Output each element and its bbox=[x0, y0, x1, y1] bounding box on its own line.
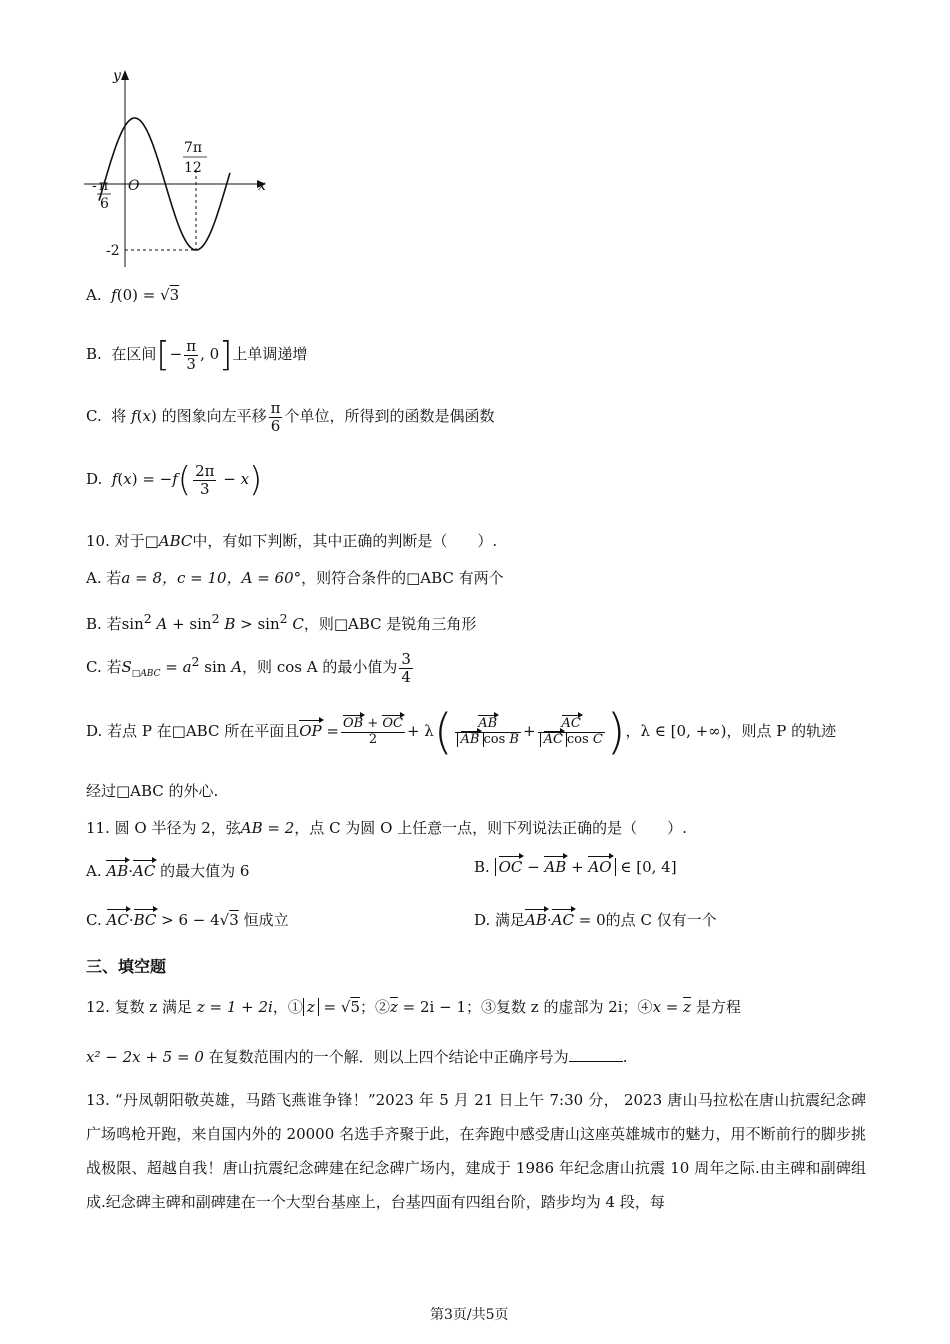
option-text-end: 个单位，所得到的函数是偶函数 bbox=[284, 407, 495, 425]
y-axis-arrow-icon bbox=[121, 70, 129, 80]
q10-option-b: B. 若$\sin^2 A + \sin^2 B > \sin^2 C$，则□ABC 是锐角三角形 bbox=[86, 611, 477, 633]
q10-option-a: A. 若a = 8，c = 10，A = 60°，则符合条件的□ABC 有两个 bbox=[86, 569, 504, 587]
option-text: 在区间 bbox=[111, 345, 157, 363]
option-label: D. bbox=[86, 470, 103, 488]
option-label: C. bbox=[86, 407, 102, 425]
q10-option-d-continued: 经过□ABC 的外心. bbox=[86, 782, 219, 800]
x-axis-label: x bbox=[258, 178, 266, 194]
min-x-num: 7π bbox=[184, 140, 203, 156]
answer-blank bbox=[569, 1049, 623, 1062]
origin-label: O bbox=[128, 178, 140, 194]
q9-option-d: D. f(x) = −f( $\frac{2\pi}{3}$ − x) bbox=[86, 460, 263, 500]
q10-stem: 10. 对于□ABC中，有如下判断，其中正确的判断是（ ）. bbox=[86, 532, 498, 550]
section-heading: 三、填空题 bbox=[86, 957, 167, 976]
page-footer: 第3页/共5页 bbox=[430, 1307, 509, 1323]
q9-option-a: A. f(0) = √3 bbox=[86, 286, 180, 304]
y-axis-label: y bbox=[113, 68, 121, 84]
left-zero-num: π bbox=[99, 178, 109, 194]
q13-paragraph: 13. “丹凤朝阳敬英雄，马踏飞燕谁争锋！”2023 年 5 月 21 日上午 7:30 分， 2023 唐山马拉松在唐山抗震纪念碑广场鸣枪开跑，来自国内外的 20000 名选手齐聚于此，在奔跑中感受唐山这座英雄城市的魅力，用不断前行的脚步挑战极限、超越自我！唐山抗震纪念碑建在纪念碑广场内，建成于 1986 年纪念唐山抗震 10 周年之际.由主碑和副碑组成.纪念碑主碑和副碑建在一个大型台基座上，台基四面有四组台阶，踏步均为 4 段，每 bbox=[86, 1091, 866, 1211]
option-text: 将 bbox=[111, 407, 127, 425]
option-label: B. bbox=[86, 345, 102, 363]
left-zero-sign: - bbox=[92, 178, 97, 194]
q10-option-d: D. 若点 P 在□ABC 所在平面且OP = $\frac{OB + OC}{2}$ + λ( $\frac{AB}{\text{AB cos B}}$ + $\frac{AC}{\text{AC cos C}}$ )，λ ∈ [0, +∞)，则点 P 的轨迹 bbox=[86, 704, 837, 760]
q9-option-c: C. 将 f(x) 的图象向左平移 $\frac{\pi}{6}$ 个单位，所得到的函数是偶函数 bbox=[86, 399, 495, 435]
q12-line-1: 12. 复数 z 满足 z = 1 + 2i，① z = √5；$②\overline{z} = 2i - 1$；③复数 z 的虚部为 2i；④x = $\overline{z}$ 是方程 bbox=[86, 998, 741, 1016]
option-label: A. bbox=[86, 286, 102, 304]
q12-line-2: x² − 2x + 5 = 0 在复数范围内的一个解．则以上四个结论中正确序号为 . bbox=[86, 1048, 628, 1066]
function-graph bbox=[80, 62, 280, 272]
option-text-mid: 的图象向左平移 bbox=[161, 407, 267, 425]
q9-option-b: B. 在区间[− $\frac{\pi}{3}$ , 0]上单调递增 bbox=[86, 335, 308, 375]
left-zero-den: 6 bbox=[100, 196, 109, 212]
q11-option-a: A. AB·AC 的最大值为 6 bbox=[86, 862, 250, 880]
min-x-den: 12 bbox=[184, 160, 202, 176]
q11-option-b: B. OC − AB + AO ∈ [0, 4] bbox=[474, 858, 677, 876]
min-y-label: -2 bbox=[106, 243, 120, 259]
option-text-end: 上单调递增 bbox=[232, 345, 308, 363]
q10-option-c: C. 若$S_{□ABC} = a^2$ sin A，则 cos A 的最小值为 $\frac{3}{4}$ bbox=[86, 650, 411, 686]
q11-stem: 11. 圆 O 半径为 2，弦AB = 2，点 C 为圆 O 上任意一点，则下列说法正确的是（ ）. bbox=[86, 819, 687, 837]
q11-option-c: C. AC·BC > 6 − 4√3 恒成立 bbox=[86, 911, 289, 929]
q11-option-d: D. 满足AB·AC = 0的点 C 仅有一个 bbox=[474, 911, 717, 929]
